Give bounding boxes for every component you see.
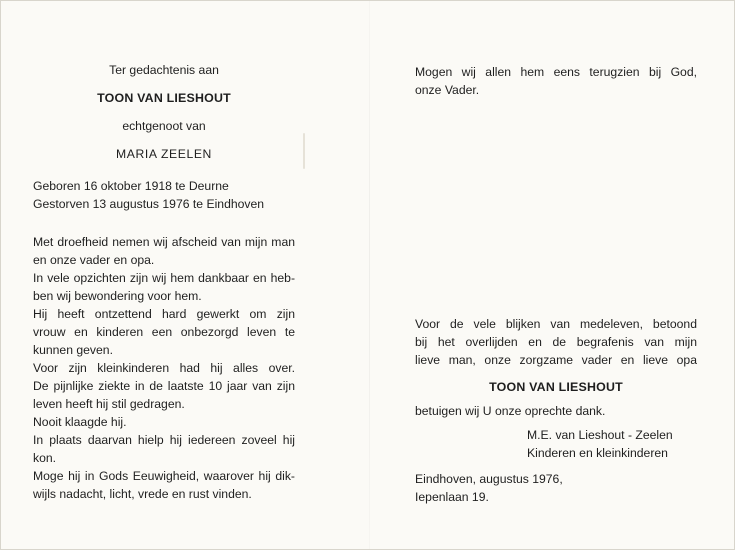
text-line: en onze vader en opa.: [33, 253, 155, 267]
deceased-name-repeat: TOON VAN LIESHOUT: [489, 380, 623, 394]
in-memory-line: Ter gedachtenis aan: [109, 63, 219, 77]
thanks-line: lieve man, onze zorgzame vader en lieve opa: [415, 353, 697, 367]
thanks-line: Voor de vele blijken van medeleven, betoond: [415, 317, 697, 331]
text-line: vrouw en kinderen een onbezorgd leven te: [33, 325, 295, 339]
prayer-line: onze Vader.: [415, 83, 480, 97]
prayer-line: Mogen wij allen hem eens terugzien bij God,: [415, 65, 697, 79]
text-line: Met droefheid nemen wij afscheid van mijn man: [33, 235, 295, 249]
text-line: In plaats daarvan hielp hij iedereen zoveel hij: [33, 433, 295, 447]
spouse-intro: echtgenoot van: [122, 119, 206, 133]
text-line: In vele opzichten zijn wij hem dankbaar en heb-: [33, 271, 295, 285]
text-line: Hij heeft ontzettend hard gewerkt om zijn: [33, 307, 295, 321]
address: Iepenlaan 19.: [415, 490, 489, 504]
thanks-line: bij het overlijden en de begrafenis van mijn: [415, 335, 697, 349]
deceased-name: TOON VAN LIESHOUT: [97, 91, 231, 105]
spouse-name: MARIA ZEELEN: [116, 147, 212, 161]
signature-line: Kinderen en kleinkinderen: [527, 446, 668, 460]
text-line: ben wij bewondering voor hem.: [33, 289, 202, 303]
text-line: wijls nadacht, licht, vrede en rust vinden.: [33, 487, 252, 501]
text-line: kunnen geven.: [33, 343, 113, 357]
paper-mark: [303, 133, 305, 169]
birth-line: Geboren 16 oktober 1918 te Deurne: [33, 179, 229, 193]
text-line: Moge hij in Gods Eeuwigheid, waarover hij dik-: [33, 469, 295, 483]
text-line: Nooit klaagde hij.: [33, 415, 127, 429]
death-line: Gestorven 13 augustus 1976 te Eindhoven: [33, 197, 265, 211]
text-line: Voor zijn kleinkinderen had hij alles over.: [33, 361, 295, 375]
text-line: leven heeft hij stil gedragen.: [33, 397, 185, 411]
card-fold: [369, 1, 370, 549]
text-line: kon.: [33, 451, 57, 465]
signature-line: M.E. van Lieshout - Zeelen: [527, 428, 673, 442]
place-date: Eindhoven, augustus 1976,: [415, 472, 563, 486]
text-line: De pijnlijke ziekte in de laatste 10 jaar van zijn: [33, 379, 295, 393]
gratitude-line: betuigen wij U onze oprechte dank.: [415, 404, 606, 418]
